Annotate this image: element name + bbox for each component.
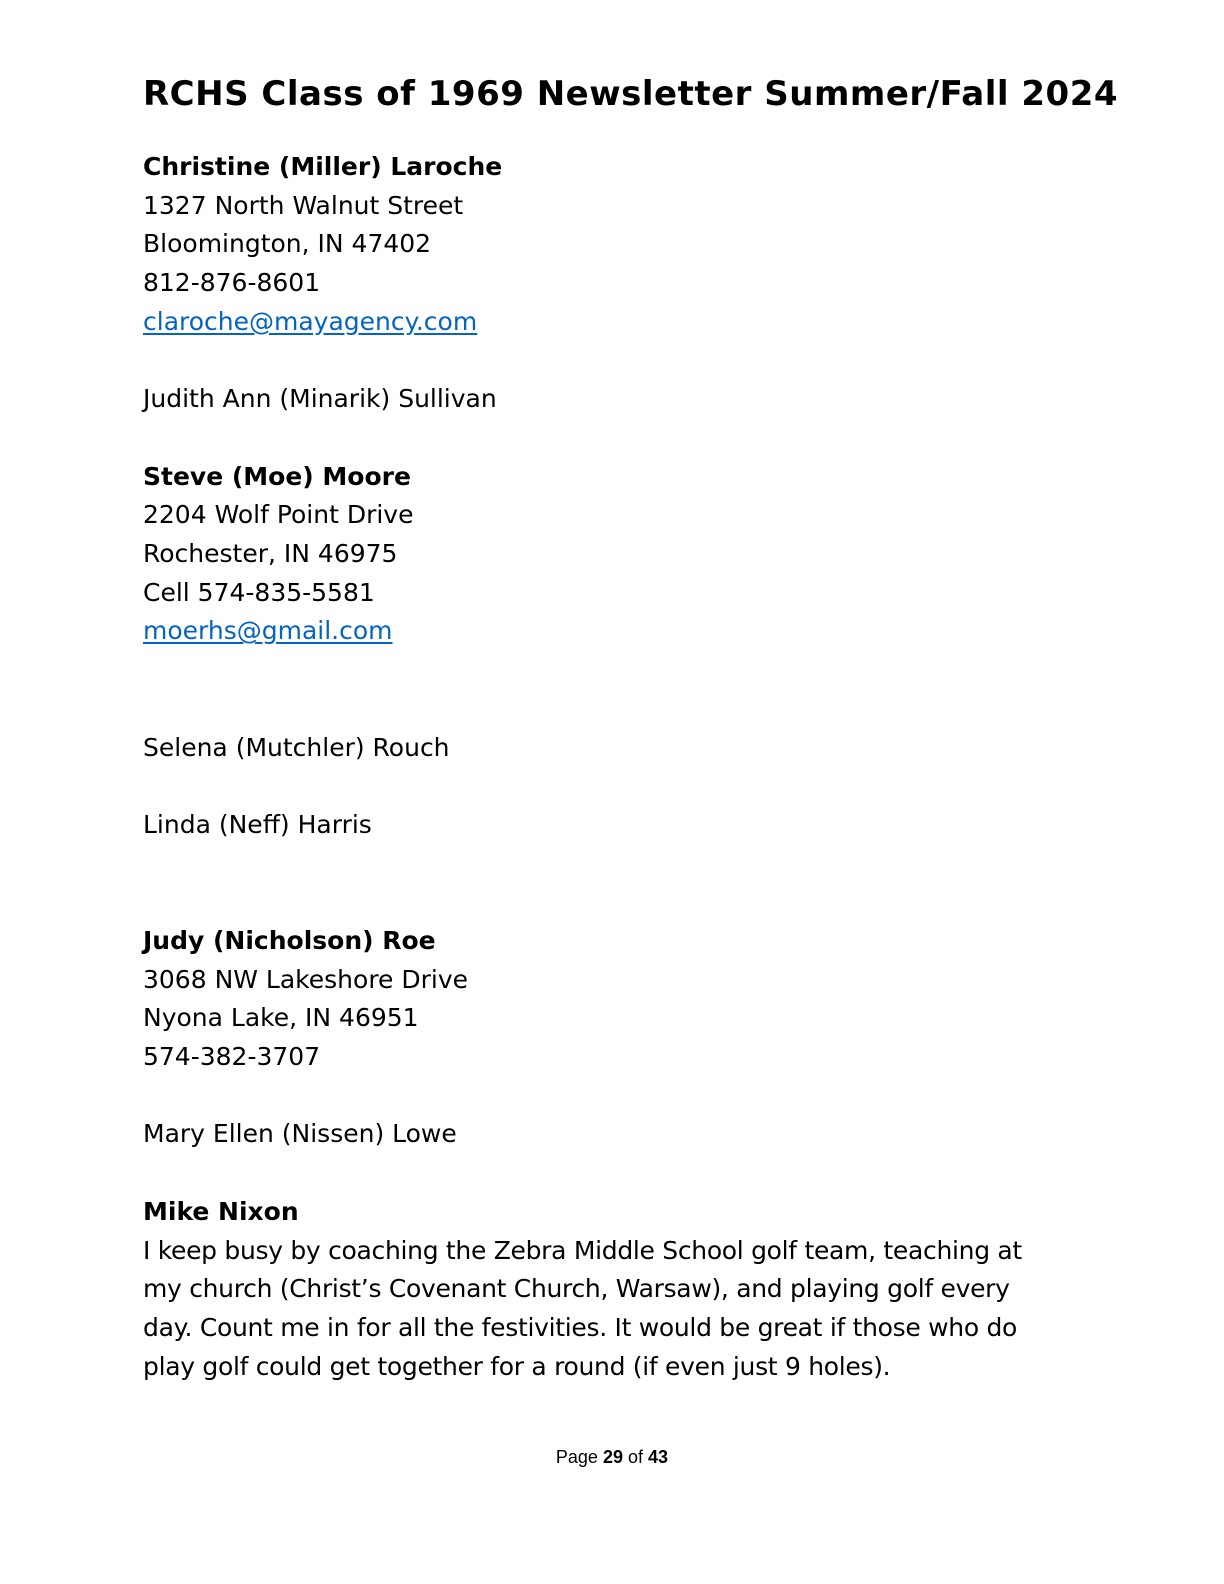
- address-line-1: 1327 North Walnut Street: [143, 190, 464, 220]
- address-line-2: Nyona Lake, IN 46951: [143, 1003, 419, 1033]
- page-word: Page: [555, 1447, 598, 1467]
- member-entry: [143, 922, 1053, 1077]
- member-entry: [143, 729, 1053, 768]
- page-footer: [0, 1447, 1224, 1468]
- member-message: I keep busy by coaching the Zebra Middle School golf team, teaching at my church (Christ’s Covenant Church, Warsaw), and playing golf every day. Count me in for all the festivities. It would be great if those who do play golf could get together for a round (if even just 9 holes).: [143, 1235, 1022, 1381]
- phone-number: 574-382-3707: [143, 1042, 321, 1072]
- member-name: Linda (Neff) Harris: [143, 809, 372, 839]
- address-line-1: 3068 NW Lakeshore Drive: [143, 964, 469, 994]
- member-name: Judith Ann (Minarik) Sullivan: [143, 384, 497, 414]
- email-link[interactable]: moerhs@gmail.com: [143, 616, 393, 646]
- member-list: [143, 148, 1053, 1386]
- phone-number: 812-876-8601: [143, 268, 321, 298]
- member-entry: [143, 1193, 1053, 1387]
- address-line-2: Bloomington, IN 47402: [143, 229, 432, 259]
- member-name: Steve (Moe) Moore: [143, 461, 411, 491]
- member-entry: [143, 148, 1053, 342]
- member-entry: [143, 458, 1053, 652]
- of-word: of: [628, 1447, 644, 1467]
- member-name: Judy (Nicholson) Roe: [143, 925, 436, 955]
- phone-number: Cell 574-835-5581: [143, 577, 375, 607]
- page-number: 29: [602, 1447, 623, 1467]
- member-entry: [143, 806, 1053, 845]
- member-name: Mike Nixon: [143, 1196, 299, 1226]
- email-link[interactable]: claroche@mayagency.com: [143, 306, 478, 336]
- address-line-1: 2204 Wolf Point Drive: [143, 500, 414, 530]
- member-name: Selena (Mutchler) Rouch: [143, 732, 450, 762]
- address-line-2: Rochester, IN 46975: [143, 539, 398, 568]
- member-entry: [143, 380, 1053, 419]
- member-name: Christine (Miller) Laroche: [143, 152, 503, 181]
- member-entry: [143, 1115, 1053, 1154]
- page-title: RCHS Class of 1969 Newsletter Summer/Fall 2024: [143, 74, 1119, 114]
- total-pages: 43: [648, 1447, 669, 1467]
- member-name: Mary Ellen (Nissen) Lowe: [143, 1119, 457, 1149]
